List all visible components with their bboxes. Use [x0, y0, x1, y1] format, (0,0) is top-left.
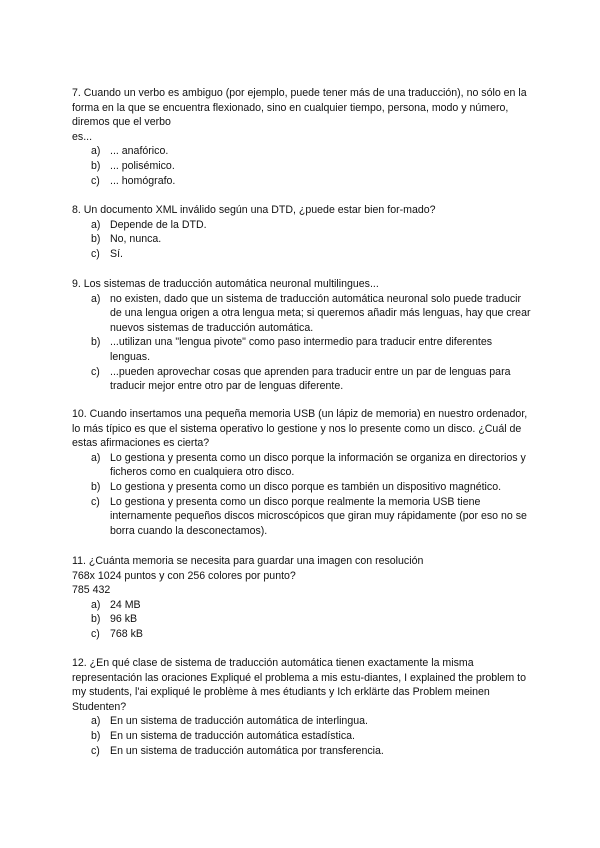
- question-stem: 7. Cuando un verbo es ambiguo (por ejemplo, puede tener más de una traducción), no sólo en la forma en la que se encuentra flexionado, sino en cualquier tiempo, persona, modo y número, diremos que el verbo: [72, 87, 527, 129]
- option-list: [72, 292, 532, 394]
- option-c: c) 768 kB: [91, 627, 143, 640]
- option-b: b) 96 kB: [91, 613, 138, 626]
- option-c: c) En un sistema de traducción automática por transferencia.: [91, 744, 384, 757]
- question-stem-line-3: 785 432: [72, 584, 111, 597]
- option-b: b) En un sistema de traducción automática estadística.: [91, 729, 355, 742]
- option-list: [72, 598, 532, 642]
- option-text: ... polisémico.: [110, 159, 175, 172]
- question-stem: 11. ¿Cuánta memoria se necesita para guardar una imagen con resolución: [72, 555, 424, 567]
- option-text: Sí.: [110, 247, 123, 260]
- question-10: [72, 407, 532, 538]
- option-a: a) ... anafórico.: [91, 145, 169, 158]
- question-12: [72, 656, 532, 758]
- question-stem: 8. Un documento XML inválido según una DTD, ¿puede estar bien for-mado?: [72, 204, 436, 216]
- question-stem: 12. ¿En qué clase de sistema de traducción automática tienen exactamente la misma representación las oraciones Expliqué el problema a mis estu-diantes, I explained the problem to my students, l'ai expliqué le problème à mes étudiants y Ich erklärte das Problem meinen Studenten?: [72, 657, 527, 713]
- option-c: c) Lo gestiona y presenta como un disco porque realmente la memoria USB tiene internamente pequeños discos microscópicos que giran muy rápidamente (por eso no se borra cuando la desconectamos).: [91, 495, 527, 537]
- option-text: En un sistema de traducción automática por transferencia.: [110, 744, 384, 757]
- option-list: [72, 218, 532, 262]
- option-text: Depende de la DTD.: [110, 218, 207, 231]
- question-stem: 9. Los sistemas de traducción automática neuronal multilingues...: [72, 278, 379, 290]
- option-text: 24 MB: [110, 598, 141, 611]
- option-b: b) No, nunca.: [91, 233, 162, 246]
- option-text: Lo gestiona y presenta como un disco porque la información se organiza en directorios y ficheros como en cualquiera otro disco.: [110, 451, 526, 479]
- question-stem: 10. Cuando insertamos una pequeña memoria USB (un lápiz de memoria) en nuestro ordenador, lo más típico es que el sistema operativo lo gestione y nos lo presente como un disco. ¿Cuál de estas afirmaciones es cierta?: [72, 408, 528, 450]
- option-a: a) Depende de la DTD.: [91, 218, 207, 231]
- option-list: [72, 714, 532, 758]
- option-text: 768 kB: [110, 627, 143, 640]
- option-text: En un sistema de traducción automática estadística.: [110, 729, 355, 742]
- option-text: Lo gestiona y presenta como un disco porque es también un dispositivo magnético.: [110, 480, 502, 493]
- option-text: ...utilizan una "lengua pivote" como paso intermedio para traducir entre diferentes lenguas.: [110, 336, 493, 363]
- question-7: [72, 86, 532, 188]
- option-list: [72, 144, 532, 188]
- option-text: ...pueden aprovechar cosas que aprenden para traducir entre un par de lenguas para traducir mejor entre otro par de lenguas diferente.: [110, 365, 511, 393]
- option-text: 96 kB: [110, 613, 138, 626]
- option-text: No, nunca.: [110, 233, 162, 246]
- question-8: [72, 203, 532, 261]
- question-stem-continuation: es...: [72, 130, 93, 143]
- question-11: [72, 554, 532, 642]
- option-text: Lo gestiona y presenta como un disco porque realmente la memoria USB tiene internamente pequeños discos microscópicos que giran muy rápidamente (por eso no se borra cuando la desconectamos).: [110, 495, 527, 537]
- question-stem-line-2: 768x 1024 puntos y con 256 colores por punto?: [72, 569, 296, 582]
- option-b: b) Lo gestiona y presenta como un disco porque es también un dispositivo magnético.: [91, 480, 502, 493]
- option-a: a) 24 MB: [91, 598, 141, 611]
- option-c: c) ... homógrafo.: [91, 174, 176, 187]
- option-text: no existen, dado que un sistema de traducción automática neuronal solo puede traducir de una lengua origen a otra lengua meta; si queremos añadir más lenguas, hay que crear nuevos sistemas de traducción automática.: [110, 292, 531, 334]
- option-list: [72, 451, 532, 539]
- option-text: En un sistema de traducción automática de interlingua.: [110, 715, 368, 728]
- option-text: ... anafórico.: [110, 145, 169, 158]
- option-c: c) ...pueden aprovechar cosas que aprenden para traducir entre un par de lenguas para traducir mejor entre otro par de lenguas diferente.: [91, 365, 511, 393]
- question-9: [72, 277, 532, 394]
- option-a: a) En un sistema de traducción automática de interlingua.: [91, 715, 368, 728]
- option-text: ... homógrafo.: [110, 174, 176, 187]
- option-b: b) ... polisémico.: [91, 159, 175, 172]
- option-a: a) no existen, dado que un sistema de traducción automática neuronal solo puede traducir de una lengua origen a otra lengua meta; si queremos añadir más lenguas, hay que crear nuevos sistemas de traducción automática.: [91, 292, 531, 334]
- option-a: a) Lo gestiona y presenta como un disco porque la información se organiza en directorios y ficheros como en cualquiera otro disco.: [91, 451, 526, 479]
- option-b: b) ...utilizan una "lengua pivote" como paso intermedio para traducir entre diferentes lenguas.: [91, 336, 493, 363]
- option-c: c) Sí.: [91, 247, 123, 260]
